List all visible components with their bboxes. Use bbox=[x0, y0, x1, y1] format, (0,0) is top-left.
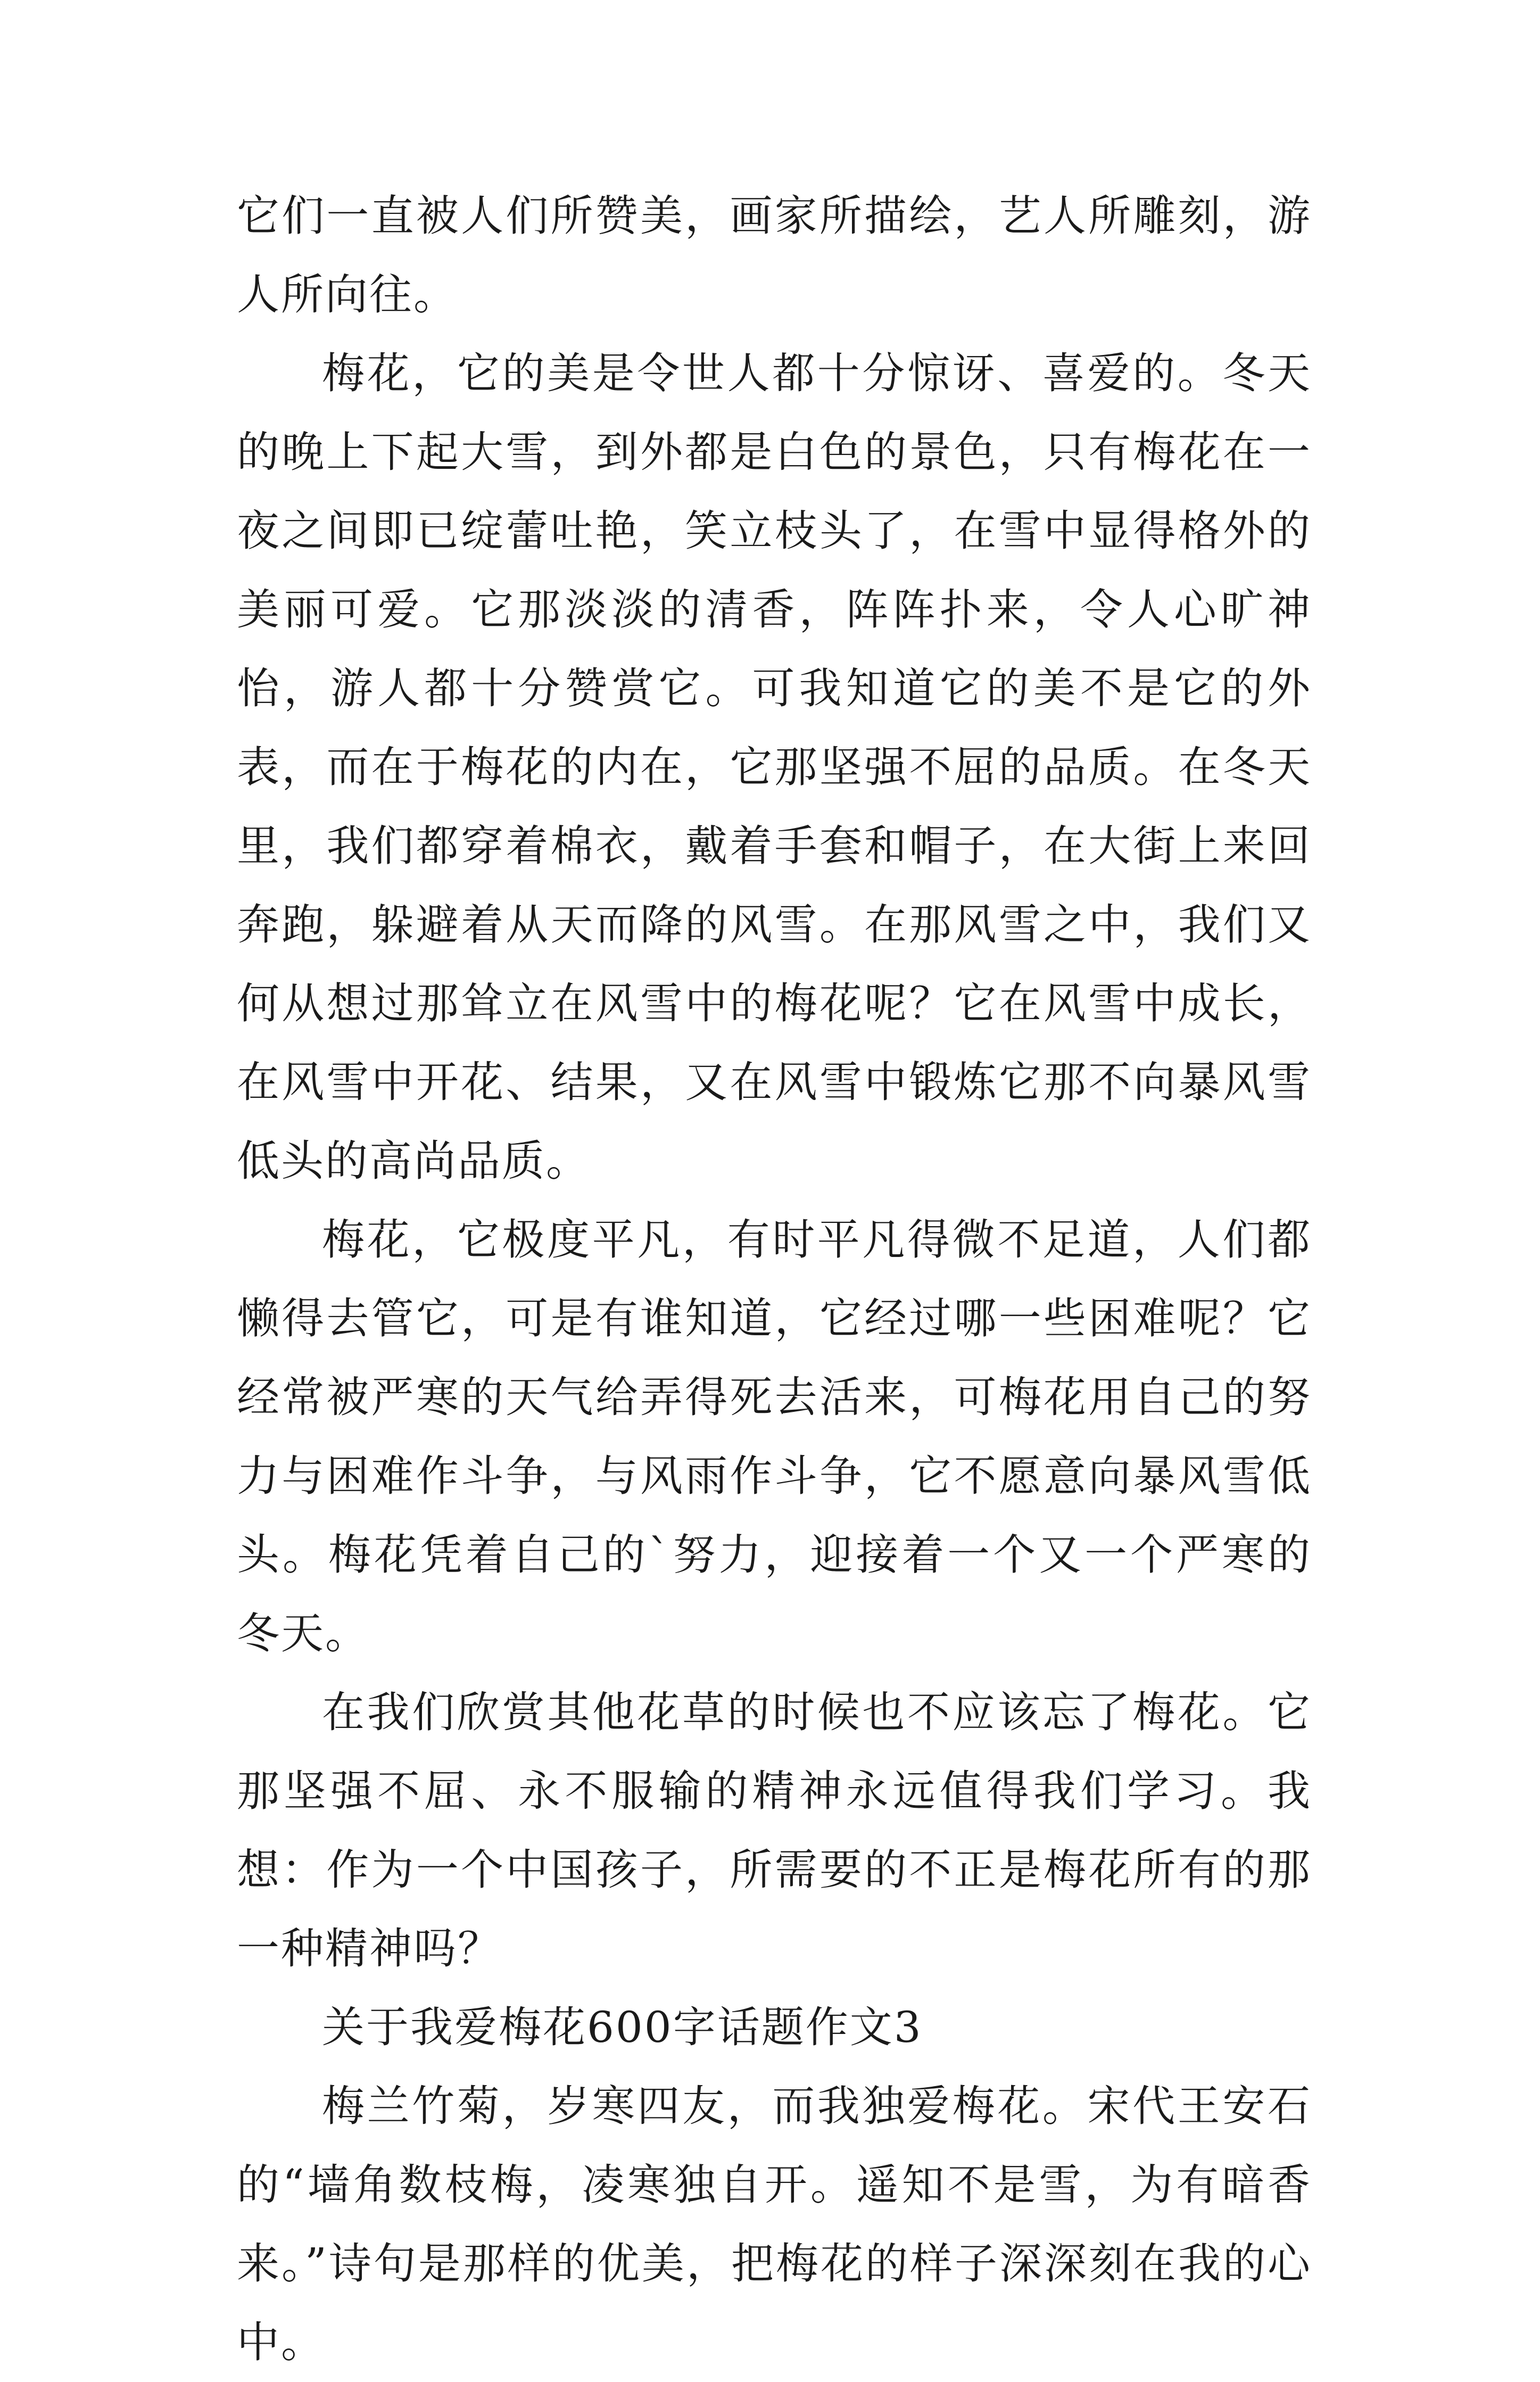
paragraph-5: 梅兰竹菊，岁寒四友，而我独爱梅花。宋代王安石的“墙角数枝梅，凌寒独自开。遥知不是雪，为有暗香来。”诗句是那样的优美，把梅花的样子深深刻在我的心中。 bbox=[237, 2081, 1312, 2367]
document-body bbox=[237, 177, 1312, 2382]
section-heading: 关于我爱梅花600字话题作文3 bbox=[322, 2003, 923, 2052]
paragraph-3: 梅花，它极度平凡，有时平凡得微不足道，人们都懒得去管它，可是有谁知道，它经过哪一些困难呢？它经常被严寒的天气给弄得死去活来，可梅花用自己的努力与困难作斗争，与风雨作斗争，它不愿意向暴风雪低头。梅花凭着自己的`努力，迎接着一个又一个严寒的冬天。 bbox=[237, 1215, 1312, 1658]
paragraph-2: 梅花，它的美是令世人都十分惊讶、喜爱的。冬天的晚上下起大雪，到外都是白色的景色，只有梅花在一夜之间即已绽蕾吐艳，笑立枝头了，在雪中显得格外的美丽可爱。它那淡淡的清香，阵阵扑来，令人心旷神怡，游人都十分赞赏它。可我知道它的美不是它的外表，而在于梅花的内在，它那坚强不屈的品质。在冬天里，我们都穿着棉衣，戴着手套和帽子，在大街上来回奔跑，躲避着从天而降的风雪。在那风雪之中，我们又何从想过那耸立在风雪中的梅花呢？它在风雪中成长，在风雪中开花、结果，又在风雪中锻炼它那不向暴风雪低头的高尚品质。 bbox=[237, 349, 1312, 1186]
paragraph-4: 在我们欣赏其他花草的时候也不应该忘了梅花。它那坚强不屈、永不服输的精神永远值得我们学习。我想：作为一个中国孩子，所需要的不正是梅花所有的那一种精神吗？ bbox=[237, 1688, 1312, 1973]
paragraph-1: 它们一直被人们所赞美，画家所描绘，艺人所雕刻，游人所向往。 bbox=[237, 191, 1312, 319]
